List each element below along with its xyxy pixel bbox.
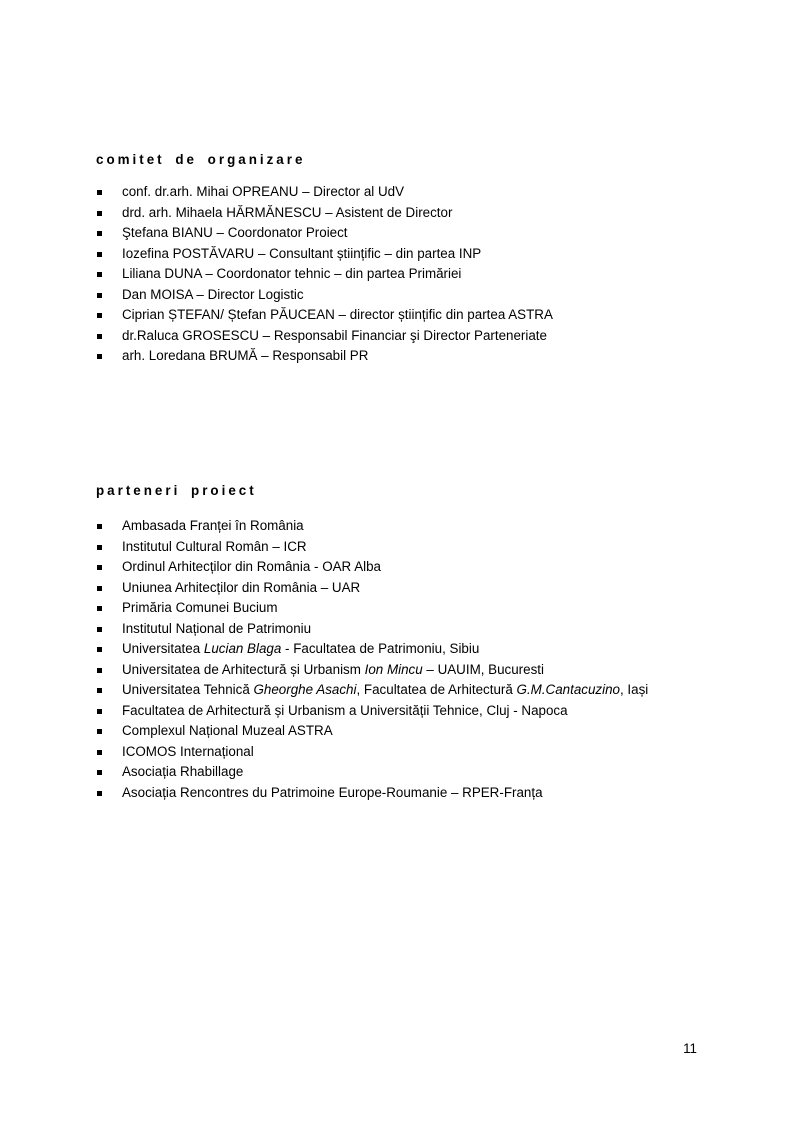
bullet-square-icon <box>97 770 102 775</box>
list-item <box>96 578 700 599</box>
organizing-committee-list <box>96 182 700 367</box>
list-item <box>96 762 700 783</box>
list-item-text: Facultatea de Arhitectură și Urbanism a Universității Tehnice, Cluj - Napoca <box>122 702 568 718</box>
bullet-square-icon <box>97 627 102 632</box>
list-item-text: Ambasada Franței în România <box>122 518 304 533</box>
list-item-text: Universitatea de Arhitectură și Urbanism Ion Mincu – UAUIM, Bucuresti <box>122 661 544 677</box>
list-item <box>96 346 700 367</box>
list-item-text: Primăria Comunei Bucium <box>122 600 278 615</box>
list-item <box>96 203 700 224</box>
bullet-square-icon <box>97 729 102 734</box>
bullet-square-icon <box>97 313 102 318</box>
list-item-text: ICOMOS Internațional <box>122 743 254 759</box>
list-item <box>96 223 700 244</box>
list-item-text: Institutul Național de Patrimoniu <box>122 620 312 636</box>
bullet-square-icon <box>97 565 102 570</box>
list-item-text: Asociația Rhabillage <box>122 764 244 779</box>
list-item <box>96 244 700 265</box>
list-item-text: Ciprian ȘTEFAN/ Ștefan PĂUCEAN – director științific din partea ASTRA <box>122 307 553 322</box>
project-partners-list <box>96 516 700 803</box>
list-item-text: conf. dr.arh. Mihai OPREANU – Director al UdV <box>122 184 405 199</box>
bullet-square-icon <box>97 750 102 755</box>
bullet-square-icon <box>97 190 102 195</box>
list-item <box>96 557 700 578</box>
list-item-text: Asociația Rencontres du Patrimoine Europe-Roumanie – RPER-Franța <box>122 784 543 800</box>
list-item-text: drd. arh. Mihaela HĂRMĂNESCU – Asistent de Director <box>122 204 453 220</box>
list-item-text: Uniunea Arhitecților din România – UAR <box>122 579 361 595</box>
list-item-text: dr.Raluca GROSESCU – Responsabil Financiar şi Director Parteneriate <box>122 327 547 343</box>
page-number: 11 <box>683 1041 697 1056</box>
list-item-text: Universitatea Lucian Blaga - Facultatea de Patrimoniu, Sibiu <box>122 641 480 656</box>
list-item <box>96 783 700 804</box>
list-item <box>96 721 700 742</box>
list-item <box>96 182 700 203</box>
bullet-square-icon <box>97 688 102 693</box>
list-item <box>96 537 700 558</box>
bullet-square-icon <box>97 709 102 714</box>
list-item <box>96 264 700 285</box>
section-title-organizing-committee: comitet de organizare <box>96 152 306 167</box>
list-item <box>96 742 700 763</box>
list-item <box>96 639 700 660</box>
list-item <box>96 516 700 537</box>
bullet-square-icon <box>97 272 102 277</box>
bullet-square-icon <box>97 524 102 529</box>
list-item-text: Dan MOISA – Director Logistic <box>122 286 304 302</box>
bullet-square-icon <box>97 647 102 652</box>
list-item <box>96 285 700 306</box>
bullet-square-icon <box>97 252 102 257</box>
list-item-text: Institutul Cultural Român – ICR <box>122 538 307 554</box>
bullet-square-icon <box>97 293 102 298</box>
list-item-text: Iozefina POSTĂVARU – Consultant științific – din partea INP <box>122 245 482 261</box>
list-item <box>96 305 700 326</box>
bullet-square-icon <box>97 586 102 591</box>
bullet-square-icon <box>97 791 102 796</box>
bullet-square-icon <box>97 668 102 673</box>
list-item-text: Ştefana BIANU – Coordonator Proiect <box>122 225 348 240</box>
bullet-square-icon <box>97 606 102 611</box>
bullet-square-icon <box>97 334 102 339</box>
list-item <box>96 701 700 722</box>
bullet-square-icon <box>97 545 102 550</box>
bullet-square-icon <box>97 211 102 216</box>
bullet-square-icon <box>97 354 102 359</box>
list-item-text: Liliana DUNA – Coordonator tehnic – din partea Primăriei <box>122 266 462 281</box>
list-item-text: Universitatea Tehnică Gheorghe Asachi, Facultatea de Arhitectură G.M.Cantacuzino, Iași <box>122 682 649 697</box>
list-item <box>96 619 700 640</box>
list-item <box>96 660 700 681</box>
list-item-text: Ordinul Arhitecților din România - OAR Alba <box>122 559 381 574</box>
bullet-square-icon <box>97 231 102 236</box>
list-item <box>96 326 700 347</box>
list-item-text: Complexul Național Muzeal ASTRA <box>122 723 333 738</box>
section-title-project-partners: parteneri proiect <box>96 483 257 498</box>
list-item <box>96 598 700 619</box>
list-item-text: arh. Loredana BRUMĂ – Responsabil PR <box>122 348 369 363</box>
list-item <box>96 680 700 701</box>
